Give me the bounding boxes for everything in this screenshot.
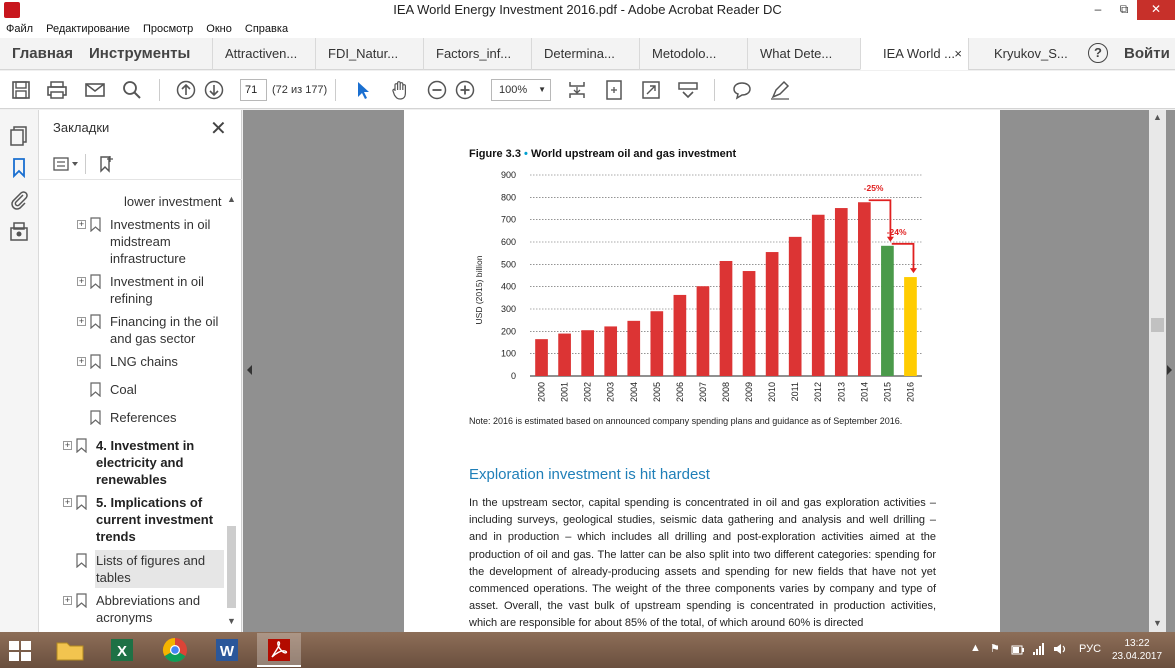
action-center-icon[interactable]: ⚑ [990,643,1000,655]
toolbar-separator [335,79,336,101]
bookmark-flag-icon [76,593,87,608]
page-thumbnails-icon[interactable] [8,124,30,146]
toolbar-separator [714,79,715,101]
page-down-icon[interactable] [203,79,225,101]
expand-icon[interactable]: + [78,356,85,366]
bookmarks-panel-title: Закладки [53,120,110,135]
title-bar [0,0,1175,20]
y-tick-label: 600 [500,237,516,247]
bookmark-flag-icon [90,354,101,369]
bookmarks-toolbar [39,146,242,180]
close-icon[interactable]: ✕ [210,118,227,140]
bar [720,261,733,376]
x-tick-label: 2002 [582,382,593,403]
y-tick-label: 900 [500,170,516,180]
bookmark-item[interactable]: References [110,410,177,425]
volume-icon[interactable] [1053,642,1067,656]
attachment-icon[interactable] [8,188,30,210]
zoom-out-icon[interactable] [426,79,448,101]
search-icon[interactable] [121,79,143,101]
expand-icon[interactable]: + [64,497,71,507]
tab-doc-kryukov[interactable] [968,38,1072,70]
select-cursor-icon[interactable] [352,79,374,101]
bar [535,339,548,376]
y-tick-label: 400 [500,281,516,292]
clock-date: 23.04.2017 [1111,651,1163,662]
bookmark-item[interactable]: lower investment [124,194,222,209]
expand-right-pane-icon[interactable] [1167,365,1172,375]
annotation-arrow-head [910,268,917,273]
y-tick-label: 800 [500,192,516,203]
bookmark-options-icon[interactable] [53,156,81,172]
figure-bullet: • [524,148,528,160]
bar [674,295,687,376]
mail-icon[interactable] [84,79,106,101]
tab-label: Attractiven... [225,46,298,61]
file-explorer-icon[interactable] [48,633,92,667]
highlight-pen-icon[interactable] [769,79,791,101]
bar [904,277,917,376]
section-heading: Exploration investment is hit hardest [469,466,710,483]
fit-page-icon[interactable] [603,79,625,101]
main-toolbar [0,71,1175,109]
x-tick-label: 2013 [836,382,847,403]
comment-icon[interactable] [731,79,753,101]
y-tick-label: 0 [510,371,516,381]
bookmark-item[interactable]: Investment in oil refining [110,274,204,306]
y-tick-label: 300 [500,304,516,314]
annotation-arrow-head [887,237,894,242]
menu-help[interactable]: Справка [244,23,289,35]
bookmark-flag-icon [90,274,101,289]
y-tick-label: 700 [500,214,516,225]
x-tick-label: 2015 [882,382,893,403]
x-tick-label: 2006 [674,382,685,403]
tab-label: Determina... [544,46,615,61]
annotation-label: -24% [886,226,907,237]
show-hidden-icons[interactable]: ▲ [970,642,981,654]
login-button[interactable]: Войти [1124,45,1170,62]
x-tick-label: 2016 [905,382,916,403]
bookmark-flag-icon [90,410,101,425]
restore-icon[interactable]: ⧉ [1119,2,1129,16]
close-window-icon[interactable]: ✕ [1137,0,1175,20]
expand-icon[interactable]: + [78,219,85,229]
bookmark-item[interactable]: 4. Investment in electricity and renewables [96,438,195,487]
layers-icon[interactable] [8,220,30,242]
x-tick-label: 2007 [697,382,708,403]
investment-bar-chart [464,165,924,410]
tab-label: Factors_inf... [436,46,512,61]
x-tick-label: 2005 [651,382,662,403]
x-tick-label: 2001 [559,382,570,403]
expand-icon[interactable]: + [64,595,71,605]
taskbar-clock[interactable] [1110,637,1164,663]
window-title: IEA World Energy Investment 2016.pdf - Adobe Acrobat Reader DC [393,2,782,17]
collapse-left-pane-icon[interactable] [247,365,252,375]
annotation-label: -25% [863,183,884,194]
zoom-select[interactable] [491,79,551,101]
bookmark-flag-icon [76,553,87,568]
body-paragraph: In the upstream sector, capital spending is concentrated in oil and gas exploration activities – including surveys, geological studies, seismic data gathering and analysis and well drilling – and in production – which includes all drilling and post-exploration activities aimed at the production of oil and gas. The latter can be also split into two different categories: spending for the development of already-producing assets and spending for new fields that have not yet commenced operations. The weight of the three components varies by company and type of asset. Overall, the vast bulk of upstream spending is concentrated in production activities, which are responsible for about 85% of the total, of which around 60% is directed [469,497,936,630]
tab-label: FDI_Natur... [328,46,399,61]
y-tick-label: 500 [500,259,516,270]
tab-doc-what-determines[interactable] [747,38,860,70]
tab-doc-methodology[interactable] [639,38,747,70]
bookmark-item[interactable]: 5. Implications of current investment trends [96,495,214,544]
x-tick-label: 2003 [605,382,616,403]
x-tick-label: 2011 [790,382,801,402]
bookmark-flag-icon [76,495,87,510]
annotation-arrow-line [892,244,914,269]
bar [650,311,663,376]
zoom-value: 100% [499,84,528,96]
tab-label: Metodolo... [652,46,717,61]
figure-title [469,148,736,160]
clock-time: 13:22 [1124,638,1150,649]
y-axis-label: USD (2015) billion [474,255,484,325]
bookmark-flag-icon [76,438,87,453]
bookmark-flag-icon [90,314,101,329]
bookmark-item[interactable]: Abbreviations and acronyms [96,593,201,625]
page-number-input[interactable]: 71 [240,79,267,101]
page-count: (72 из 177) [272,84,328,96]
network-signal-icon[interactable] [1032,642,1046,656]
menu-window[interactable]: Окно [206,23,232,35]
tab-label: What Dete... [760,46,833,61]
scroll-up-icon[interactable]: ▲ [227,194,236,204]
tab-doc-factors[interactable] [423,38,531,70]
y-tick-label: 100 [500,348,516,359]
new-bookmark-icon[interactable] [94,153,116,175]
bar [835,208,848,376]
bookmark-item[interactable]: Financing in the oil and gas sector [110,314,219,346]
menu-view[interactable]: Просмотр [142,23,194,35]
bar [627,321,640,376]
bookmark-item[interactable]: Investments in oil midstream infrastructure [110,217,211,266]
bar [812,215,825,376]
bar [697,286,710,376]
menu-edit[interactable]: Редактирование [46,23,130,35]
x-tick-label: 2010 [767,382,778,403]
save-icon[interactable] [10,79,32,101]
pdf-page [404,110,1000,632]
bar [789,237,802,376]
excel-icon[interactable] [100,633,144,667]
tab-doc-fdi[interactable] [315,38,423,70]
y-tick-label: 200 [500,326,516,337]
bookmark-item[interactable]: Lists of figures and tables [96,553,206,585]
bar [558,334,571,376]
bookmark-item[interactable]: LNG chains [110,354,178,369]
bar [881,246,894,376]
word-icon[interactable] [205,633,249,667]
x-tick-label: 2000 [536,382,547,403]
tab-doc-attractiveness[interactable] [212,38,315,70]
expand-icon[interactable]: + [78,276,85,286]
bar [858,202,871,376]
toolbar-separator [85,154,86,174]
chrome-icon[interactable] [153,633,197,667]
x-tick-label: 2004 [628,382,639,403]
expand-icon[interactable]: + [78,316,85,326]
scroll-down-icon[interactable]: ▼ [1153,618,1162,628]
bookmark-flag-icon [90,382,101,397]
bookmark-item[interactable]: Coal [110,382,137,397]
tab-label: IEA World ... [883,46,956,61]
figure-note: Note: 2016 is estimated based on announced company spending plans and guidance as of September 2016. [469,416,903,426]
bookmarks-scroll-thumb[interactable] [227,526,236,608]
tab-doc-iea-world[interactable] [860,38,968,70]
bar [766,252,779,376]
bars [535,202,917,376]
bookmark-icon[interactable] [8,156,30,178]
help-icon[interactable]: ? [1088,43,1108,63]
page-up-icon[interactable] [175,79,197,101]
expand-icon[interactable]: + [64,440,71,450]
bar [743,271,756,376]
left-icon-rail [0,110,39,632]
x-tick-label: 2012 [813,382,824,403]
bookmark-flag-icon [90,217,101,232]
input-language[interactable]: РУС [1079,643,1102,655]
scroll-up-icon[interactable]: ▲ [1153,112,1162,122]
chevron-down-icon: ▼ [538,85,546,94]
tab-tools[interactable]: Инструменты [89,45,191,62]
hand-tool-icon[interactable] [389,79,411,101]
y-tick-labels [501,170,516,381]
figure-label: Figure 3.3 [469,148,521,160]
battery-icon[interactable] [1011,643,1025,657]
tab-label: Kryukov_S... [994,46,1068,61]
x-tick-labels [537,382,916,402]
tab-doc-determinants[interactable] [531,38,639,70]
acrobat-taskbar-icon[interactable] [257,633,301,667]
document-scrollbar[interactable] [1149,110,1166,632]
tab-close-icon[interactable]: × [954,46,962,61]
menu-bar [0,20,1175,38]
bar [604,326,617,376]
bar [581,330,594,376]
full-screen-icon[interactable] [640,79,662,101]
x-tick-label: 2008 [721,382,731,403]
tab-home[interactable]: Главная [12,45,74,62]
document-scroll-thumb[interactable] [1151,318,1164,332]
bookmarks-panel [39,110,242,632]
scroll-down-icon[interactable]: ▼ [227,616,236,626]
svg-text:W: W [219,643,235,660]
x-tick-label: 2009 [744,382,755,403]
x-tick-label: 2014 [859,382,870,403]
zoom-in-icon[interactable] [454,79,476,101]
read-mode-icon[interactable] [677,79,699,101]
figure-caption: World upstream oil and gas investment [530,148,737,160]
minimize-icon[interactable]: – [1094,2,1102,16]
scroll-mode-icon[interactable] [566,79,588,101]
document-viewport[interactable] [243,110,1175,632]
print-icon[interactable] [46,79,68,101]
windows-taskbar [0,632,1175,668]
windows-start-icon[interactable] [8,640,32,662]
svg-text:X: X [116,643,128,660]
tab-bar [0,38,1175,70]
menu-file[interactable]: Файл [6,23,34,35]
toolbar-separator [159,79,160,101]
